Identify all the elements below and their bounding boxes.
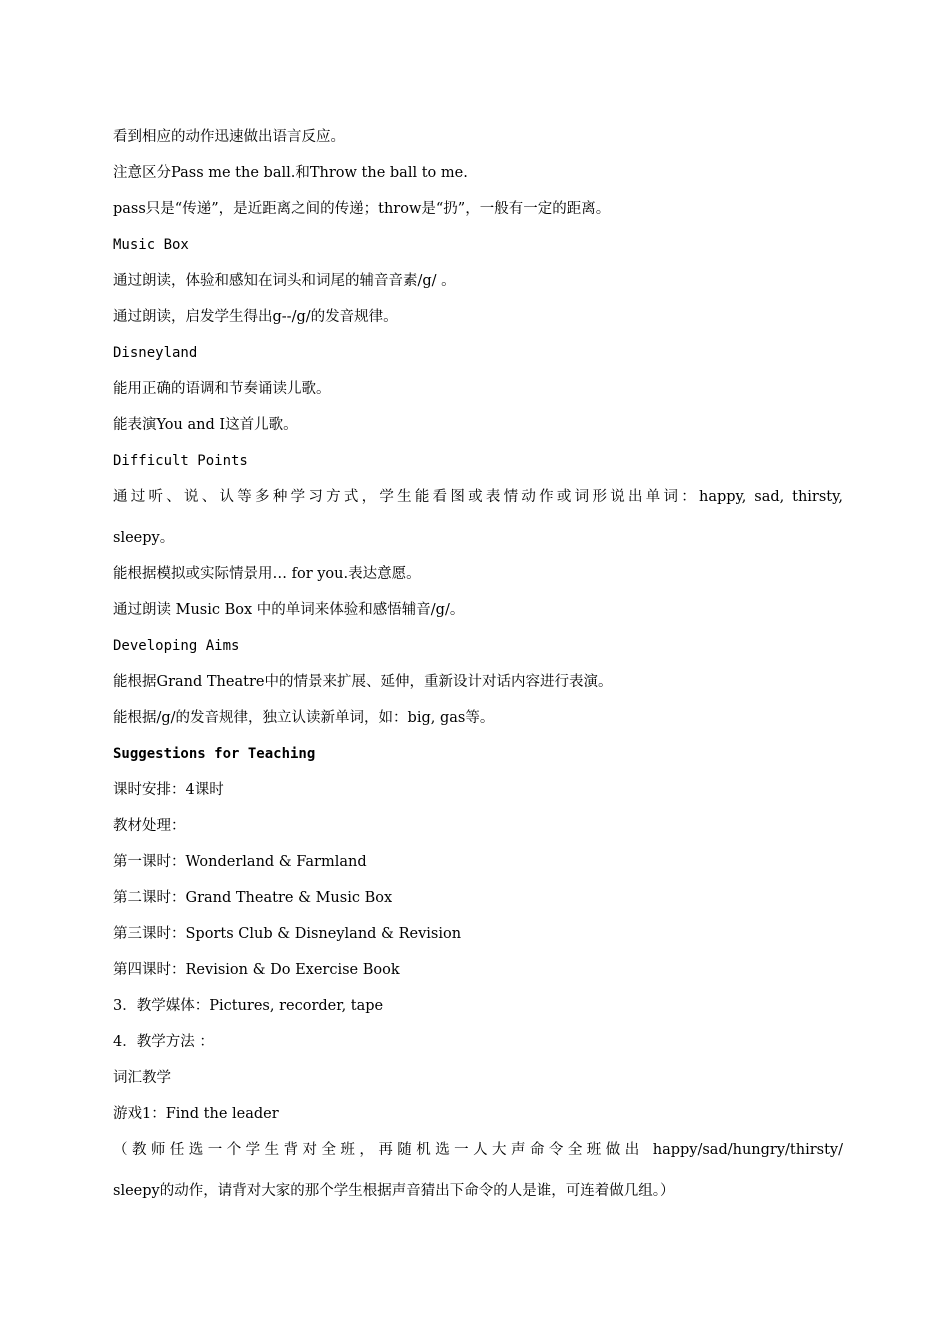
text-line: 通过朗读，体验和感知在词头和词尾的辅音音素/g/ 。 — [113, 273, 456, 289]
text-line: 课时安排：4课时 — [113, 782, 224, 798]
text-line: 第三课时：Sports Club & Disneyland & Revision — [113, 926, 462, 942]
text-line: 4．教学方法 ： — [113, 1034, 214, 1050]
text-line: 游戏1：Find the leader — [113, 1106, 279, 1122]
text-line: 能根据/g/的发音规律，独立认读新单词，如：big, gas等。 — [113, 710, 495, 726]
text-line: sleepy的动作，请背对大家的那个学生根据声音猜出下命令的人是谁，可连着做几组。） — [113, 1183, 675, 1199]
text-line: 通过听、说、认等多种学习方式，学生能看图或表情动作或词形说出单词：happy, sad, thirsty, — [113, 489, 843, 505]
text-line: 第二课时：Grand Theatre & Music Box — [113, 890, 393, 906]
text-line: 能用正确的语调和节奏诵读儿歌。 — [113, 381, 331, 397]
text-line: （教师任选一个学生背对全班，再随机选一人大声命令全班做出 happy/sad/hungry/thirsty/ — [113, 1142, 843, 1158]
text-line: 通过朗读，启发学生得出g--/g/的发音规律。 — [113, 309, 398, 325]
text-line: 第四课时：Revision & Do Exercise Book — [113, 962, 400, 978]
text-line: 教材处理： — [113, 818, 186, 834]
text-line: 注意区分Pass me the ball.和Throw the ball to me. — [113, 165, 468, 181]
text-line: 第一课时：Wonderland & Farmland — [113, 854, 367, 870]
text-line: 能根据Grand Theatre中的情景来扩展、延伸，重新设计对话内容进行表演。 — [113, 674, 613, 690]
section-heading-music-box: Music Box — [113, 237, 189, 253]
text-line: 看到相应的动作迅速做出语言反应。 — [113, 129, 345, 145]
text-line: 词汇教学 — [113, 1070, 171, 1086]
text-line: pass只是“传递”，是近距离之间的传递；throw是“扔”，一般有一定的距离。 — [113, 201, 611, 217]
section-heading-suggestions-for-teaching: Suggestions for Teaching — [113, 746, 316, 762]
text-line: 能根据模拟或实际情景用… for you.表达意愿。 — [113, 566, 421, 582]
section-heading-difficult-points: Difficult Points — [113, 453, 248, 469]
section-heading-disneyland: Disneyland — [113, 345, 198, 361]
text-line: 通过朗读 Music Box 中的单词来体验和感悟辅音/g/。 — [113, 602, 465, 618]
text-line: 3．教学媒体：Pictures, recorder, tape — [113, 998, 384, 1014]
section-heading-developing-aims: Developing Aims — [113, 638, 240, 654]
text-line: sleepy。 — [113, 530, 175, 546]
text-line: 能表演You and I这首儿歌。 — [113, 417, 298, 433]
